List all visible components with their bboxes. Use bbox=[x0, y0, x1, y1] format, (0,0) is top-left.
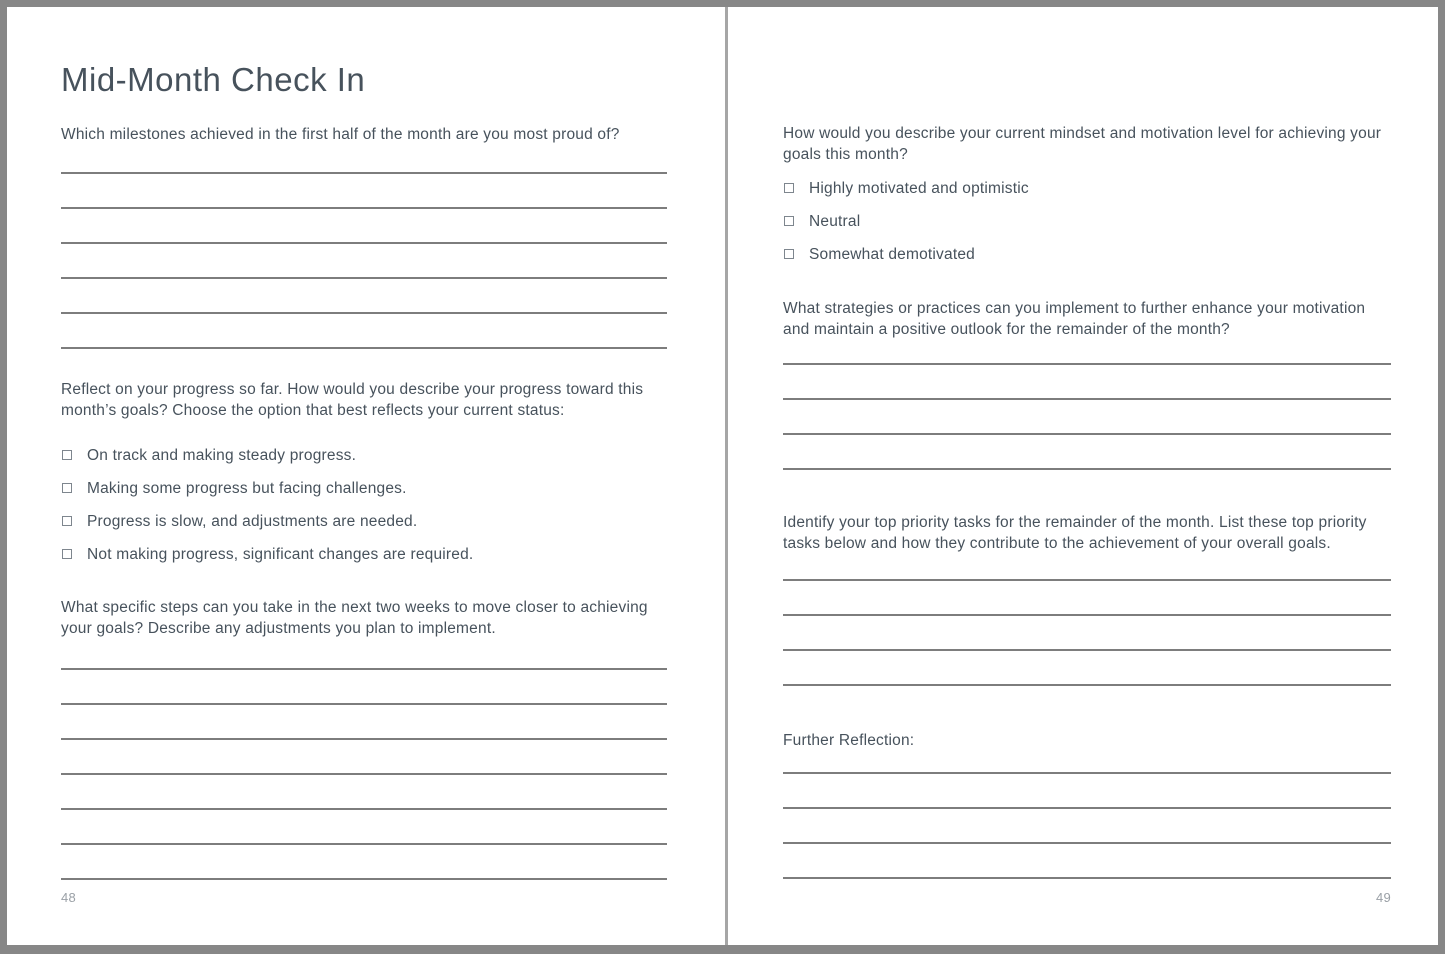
answer-line[interactable] bbox=[783, 844, 1391, 879]
answer-line[interactable] bbox=[783, 616, 1391, 651]
option-label: Not making progress, significant changes are required. bbox=[87, 546, 474, 563]
answer-line[interactable] bbox=[783, 809, 1391, 844]
answer-lines-strategies bbox=[783, 330, 1391, 470]
answer-lines-priorities bbox=[783, 546, 1391, 686]
question-mindset: How would you describe your current mindset and motivation level for achieving your goals this month? bbox=[783, 125, 1382, 163]
answer-lines-milestones bbox=[61, 139, 667, 349]
checkbox-option-no-progress[interactable] bbox=[61, 544, 667, 565]
mindset-options-list bbox=[783, 178, 1391, 265]
further-reflection-label: Further Reflection: bbox=[783, 732, 915, 749]
answer-line[interactable] bbox=[61, 314, 667, 349]
answer-line[interactable] bbox=[783, 774, 1391, 809]
checkbox-icon[interactable] bbox=[784, 216, 794, 226]
checkbox-option-on-track[interactable] bbox=[61, 445, 667, 466]
answer-line[interactable] bbox=[783, 435, 1391, 470]
answer-line[interactable] bbox=[61, 209, 667, 244]
page-number-right: 49 bbox=[1375, 890, 1391, 905]
option-label: Making some progress but facing challenges. bbox=[87, 480, 407, 497]
two-page-spread bbox=[7, 7, 1438, 945]
answer-line[interactable] bbox=[783, 365, 1391, 400]
answer-line[interactable] bbox=[61, 845, 667, 880]
checkbox-icon[interactable] bbox=[784, 249, 794, 259]
checkbox-icon[interactable] bbox=[62, 549, 72, 559]
page-title: Mid-Month Check In bbox=[61, 61, 366, 98]
checkbox-icon[interactable] bbox=[62, 450, 72, 460]
question-priorities: Identify your top priority tasks for the remainder of the month. List these top priority tasks below and how they contribute to the achievement of your overall goals. bbox=[783, 514, 1367, 552]
checkbox-option-slow-progress[interactable] bbox=[61, 511, 667, 532]
checkbox-option-neutral[interactable] bbox=[783, 211, 1391, 232]
page-number-left: 48 bbox=[61, 890, 77, 905]
question-milestones: Which milestones achieved in the first half of the month are you most proud of? bbox=[61, 126, 620, 143]
checkbox-option-demotivated[interactable] bbox=[783, 244, 1391, 265]
answer-line[interactable] bbox=[783, 581, 1391, 616]
option-label: Highly motivated and optimistic bbox=[809, 180, 1029, 197]
question-progress: Reflect on your progress so far. How would you describe your progress toward this month’s goals? Choose the option that best reflects your current status: bbox=[61, 381, 644, 419]
option-label: Neutral bbox=[809, 213, 861, 230]
answer-line[interactable] bbox=[61, 775, 667, 810]
answer-line[interactable] bbox=[61, 244, 667, 279]
checkbox-option-highly-motivated[interactable] bbox=[783, 178, 1391, 199]
answer-line[interactable] bbox=[61, 279, 667, 314]
right-page bbox=[728, 7, 1438, 945]
answer-lines-further bbox=[783, 739, 1391, 879]
question-steps: What specific steps can you take in the next two weeks to move closer to achieving your goals? Describe any adjustments you plan to implement. bbox=[61, 599, 648, 637]
answer-line[interactable] bbox=[783, 651, 1391, 686]
answer-line[interactable] bbox=[61, 174, 667, 209]
option-label: On track and making steady progress. bbox=[87, 447, 357, 464]
answer-line[interactable] bbox=[61, 635, 667, 670]
answer-line[interactable] bbox=[61, 705, 667, 740]
option-label: Progress is slow, and adjustments are needed. bbox=[87, 513, 418, 530]
left-page bbox=[7, 7, 725, 945]
answer-line[interactable] bbox=[61, 810, 667, 845]
checkbox-icon[interactable] bbox=[62, 516, 72, 526]
checkbox-icon[interactable] bbox=[784, 183, 794, 193]
checkbox-option-some-progress[interactable] bbox=[61, 478, 667, 499]
checkbox-icon[interactable] bbox=[62, 483, 72, 493]
answer-line[interactable] bbox=[783, 400, 1391, 435]
option-label: Somewhat demotivated bbox=[809, 246, 975, 263]
answer-lines-steps bbox=[61, 635, 667, 880]
question-strategies: What strategies or practices can you implement to further enhance your motivation and maintain a positive outlook for the remainder of the month? bbox=[783, 300, 1366, 338]
answer-line[interactable] bbox=[61, 740, 667, 775]
progress-options-list bbox=[61, 445, 667, 565]
answer-line[interactable] bbox=[61, 670, 667, 705]
